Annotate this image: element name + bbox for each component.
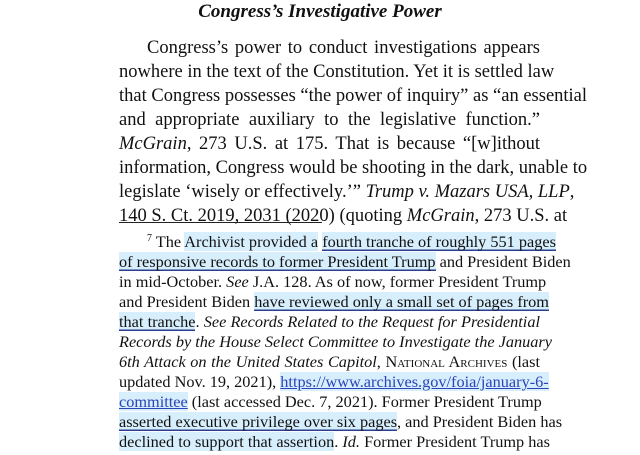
footnote-text: in mid-October. [119,272,227,291]
case-name: McGrain [119,134,187,154]
body-line: nowhere in the text of the Constitution. Yet it is settled law [119,62,555,82]
footnote-text: (last accessed Dec. 7, 2021). Former President Trump [187,392,542,411]
footnote-text: J.A. 128. As of now, former President Trump [248,272,547,291]
highlight-underlined: fourth tranche of roughly 551 pages [322,232,556,251]
body-text: , 273 U.S. at [474,206,568,226]
signal-word: See [226,272,249,291]
body-line: Congress’s power to conduct investigations appears [147,38,540,58]
body-line [119,132,540,156]
publisher-name: National Archives [385,352,508,371]
footnote-text: (last [507,352,540,371]
footnote-text: , [376,352,386,371]
footnote-text: . [195,312,204,331]
footnote-text: Former President Trump has [360,432,550,451]
body-line: that Congress possesses “the power of inquiry” as “an essential [119,86,588,106]
footnote-line [119,292,549,312]
section-heading: Congress’s Investigative Power [198,1,442,22]
footnote-line [147,232,556,252]
case-name: McGrain [406,206,475,226]
highlight-underlined: that tranche [119,312,196,331]
footnote-divider [119,222,322,223]
highlight: declined to support that assertion [119,432,335,451]
archives-link[interactable]: committee [119,392,188,411]
footnote-line [119,432,550,452]
footnote-line [119,392,540,412]
footnote-line [119,352,540,372]
footnote-text: . [334,432,343,451]
footnote-line [119,372,549,392]
body-line [119,204,568,228]
footnote-line [119,312,540,332]
body-line: and appropriate auxiliary to the legislative function.” [119,110,540,130]
body-text: legislate ‘wisely or effectively.’” [119,182,366,202]
footnote-text: , and President Biden has [397,412,563,431]
highlight-underlined: of responsive records to former President Trump [119,252,436,271]
footnote-line: Records by the House Select Committee to Investigate the January [119,332,552,351]
footnote-text: The [152,232,185,251]
footnote-line [119,252,571,272]
signal-word: Id. [342,432,361,451]
archives-link[interactable]: https://www.archives.gov/foia/january-6- [280,372,549,391]
highlight: Archivist provided a [184,232,319,251]
footnote-line [119,412,563,432]
body-text: , 273 U.S. at 175. That is because “[w]ithout [186,134,540,154]
footnote-number: 7 [147,233,152,244]
body-text: 140 S. Ct. 2019, 2031 (2020) (quoting [119,206,407,226]
citation-title: See Records Related to the Request for Presidential [203,312,540,331]
footnote-text: updated Nov. 19, 2021), [119,372,281,391]
body-text: , [569,182,575,202]
body-line [119,180,575,204]
highlight-underlined: have reviewed only a small set of pages from [254,292,549,311]
highlight-underlined: asserted executive privilege over six pages [119,412,398,431]
body-line: information, Congress would be shooting in the dark, unable to [119,158,588,178]
footnote-text: and President Biden [119,292,255,311]
footnote-line [119,272,547,292]
citation-title: 6th Attack on the United States Capitol [119,352,377,371]
footnote-text: and President Biden [435,252,571,271]
case-name: Trump v. Mazars USA, LLP [365,182,570,202]
